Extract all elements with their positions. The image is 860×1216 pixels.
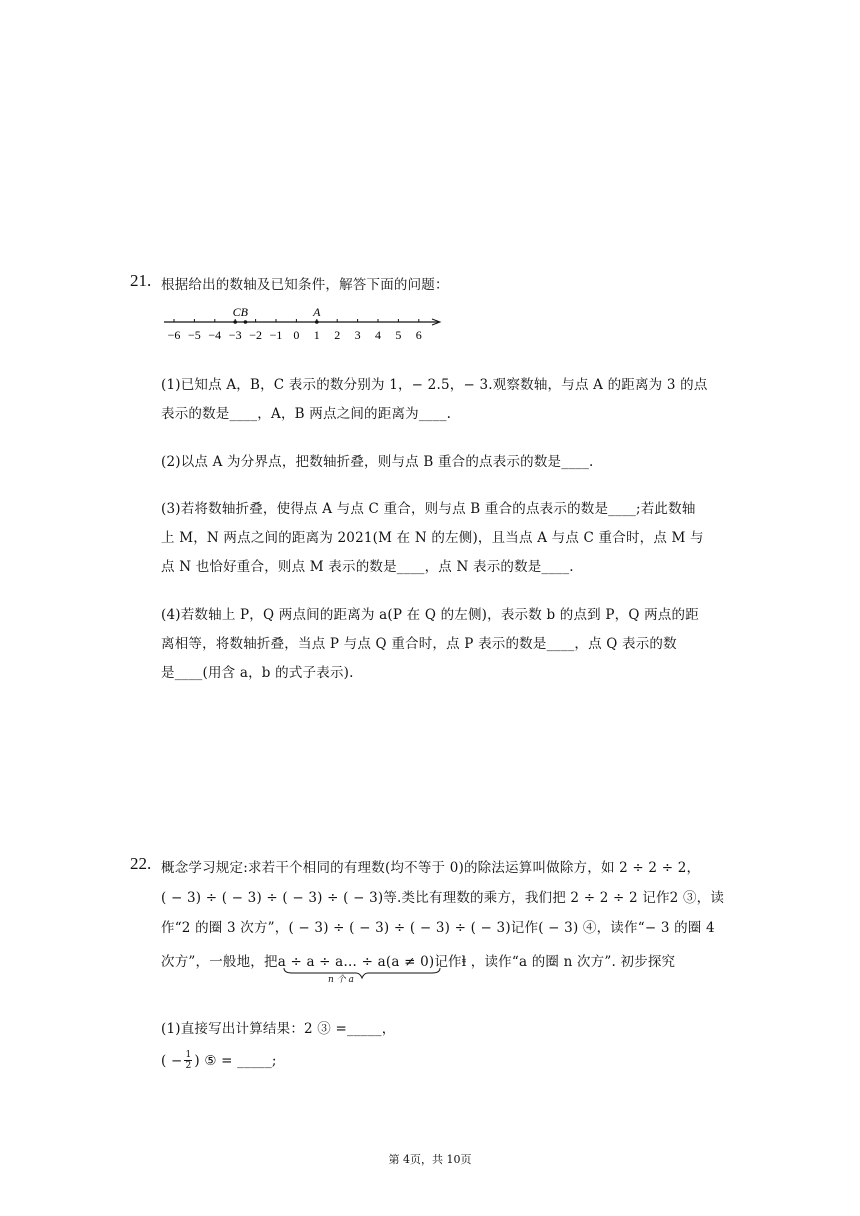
q22-line-3: 作“2 的圈 3 次方”，( − 3) ÷ ( − 3) ÷ ( − 3) ÷ ( − 3)记作( − 3) ④，读作“− 3 的圈 4 (161, 920, 715, 936)
number-line-figure (160, 300, 450, 348)
point-label-a: A (313, 305, 321, 319)
q22-line-4: 次方”，一般地，把a ÷ a ÷ a… ÷ a(a ≠ 0)记作ⱡ ，读作“a 的圈 n 次方”. 初步探究 (161, 954, 676, 970)
number-line-tick-label: 1 (313, 328, 320, 342)
q22-sub-1: (1)直接写出计算结果：2 ③ =_____， (161, 1021, 396, 1037)
q21-line-5: 上 M，N 两点之间的距离为 2021(M 在 N 的左侧)，且当点 A 与点 C 重合时，点 M 与 (161, 530, 704, 546)
q21-line-1: (1)已知点 A，B，C 表示的数分别为 1，− 2.5，− 3.观察数轴，与点 A 的距离为 3 的点 (161, 377, 708, 393)
q22-line-1: 概念学习规定:求若干个相同的有理数(均不等于 0)的除法运算叫做除方，如 2 ÷ 2 ÷ 2， (161, 860, 701, 876)
number-line-tick-label: −2 (249, 328, 262, 342)
q22-line-2: ( − 3) ÷ ( − 3) ÷ ( − 3) ÷ ( − 3)等.类比有理数的乘方，我们把 2 ÷ 2 ÷ 2 记作2 ③，读 (161, 890, 725, 906)
number-line-tick-label: 0 (293, 328, 300, 342)
number-line-tick-label: 5 (395, 328, 402, 342)
underbrace-shape (282, 966, 442, 980)
sub2-suffix: ) ⑤ = _____; (194, 1052, 277, 1069)
number-line-point-A (315, 320, 319, 324)
number-line-tick-label: −1 (269, 328, 283, 342)
number-line-tick-label: 3 (354, 328, 361, 342)
q21-line-7: (4)若数轴上 P，Q 两点间的距离为 a(P 在 Q 的左侧)，表示数 b 的点到 P，Q 两点的距 (161, 607, 699, 623)
question-number-22: 22. (130, 854, 152, 873)
fraction-denominator: 2 (185, 1061, 192, 1071)
q21-line-3: (2)以点 A 为分界点，把数轴折叠，则与点 B 重合的点表示的数是____. (161, 454, 594, 470)
number-line-tick-label: 4 (375, 328, 381, 342)
number-line-tick-label: 2 (334, 328, 341, 342)
number-line-point-B (244, 320, 248, 324)
number-line-point-C (233, 320, 237, 324)
number-line-tick-label: −3 (228, 328, 242, 342)
page-footer: 第 4页，共 10页 (388, 1153, 472, 1166)
question-number-21: 21. (130, 271, 152, 290)
number-line-tick-label: −4 (208, 328, 222, 342)
q21-line-9: 是____(用含 a，b 的式子表示). (161, 665, 354, 681)
fraction-numerator: 1 (185, 1050, 192, 1060)
number-line-tick-label: −5 (188, 328, 201, 342)
q21-line-2: 表示的数是____，A，B 两点之间的距离为____. (161, 406, 452, 422)
number-line-tick-label: −6 (167, 328, 181, 342)
q21-line-6: 点 N 也恰好重合，则点 M 表示的数是____，点 N 表示的数是____. (161, 559, 574, 575)
point-label-cb: CB (232, 305, 248, 319)
underbrace-label: n 个 a (328, 975, 354, 985)
q21-line-8: 离相等，将数轴折叠，当点 P 与点 Q 重合时，点 P 表示的数是____，点 Q 表示的数 (161, 636, 677, 652)
number-line-tick-label: 6 (415, 328, 422, 342)
q21-line-4: (3)若将数轴折叠，使得点 A 与点 C 重合，则与点 B 重合的点表示的数是____;若此数轴 (161, 501, 696, 517)
sub2-prefix: ( − (161, 1052, 183, 1069)
fraction-one-half (184, 1050, 192, 1071)
q22-sub-2 (161, 1050, 277, 1071)
question-21-title: 根据给出的数轴及已知条件，解答下面的问题： (161, 277, 449, 293)
